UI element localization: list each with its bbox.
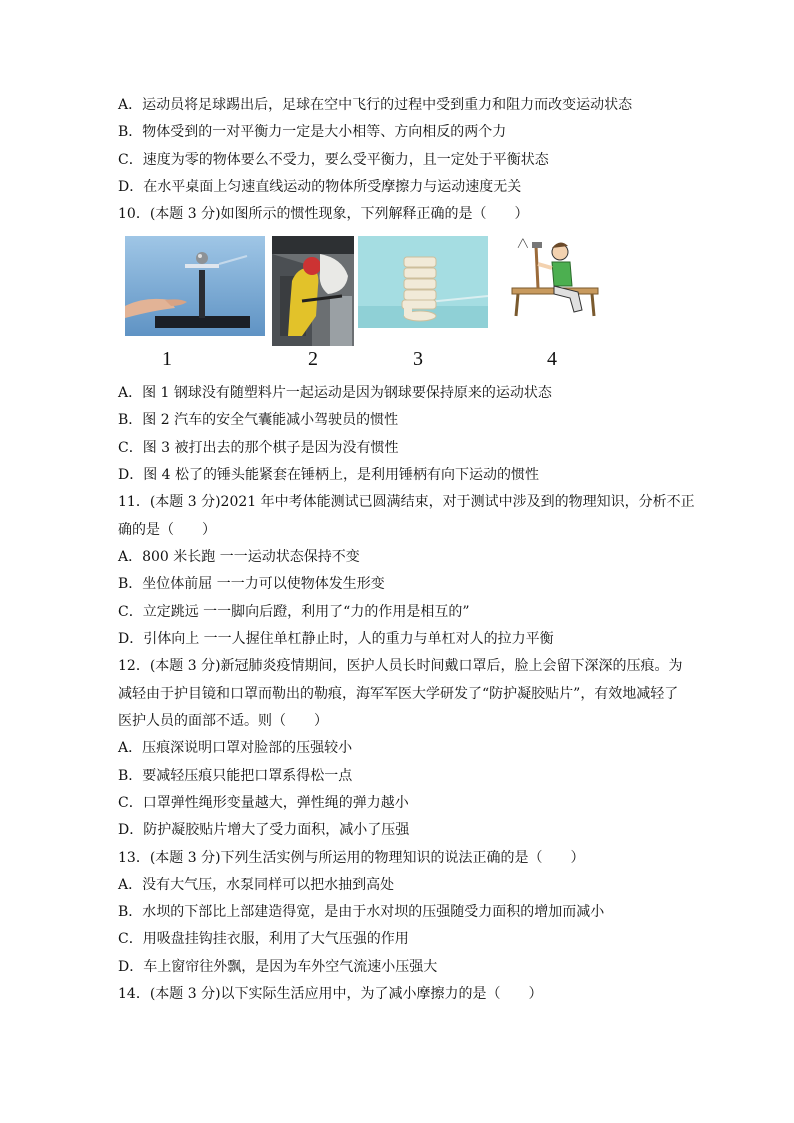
q11-option-a: A．800 米长跑 一一运动状态保持不变 (118, 549, 360, 565)
q12-option-d: D．防护凝胶贴片增大了受力面积，减小了压强 (118, 822, 410, 838)
figure-4-hammer-man (508, 236, 600, 346)
figure-label-2: 2 (308, 348, 318, 370)
q13-stem: 13．(本题 3 分)下列生活实例与所运用的物理知识的说法正确的是（ ） (118, 850, 585, 866)
figure-label-1: 1 (162, 348, 172, 370)
svg-text:╱╲: ╱╲ (518, 239, 528, 248)
q11-option-b: B．坐位体前屈 一一力可以使物体发生形变 (118, 576, 385, 592)
q9-option-a: A．运动员将足球踢出后，足球在空中飞行的过程中受到重力和阻力而改变运动状态 (118, 97, 633, 113)
q10-option-c: C．图 3 被打出去的那个棋子是因为没有惯性 (118, 440, 399, 456)
q13-option-b: B．水坝的下部比上部建造得宽，是由于水对坝的压强随受力面积的增加而减小 (118, 904, 605, 920)
q10-option-a: A．图 1 钢球没有随塑料片一起运动是因为钢球要保持原来的运动状态 (118, 385, 552, 401)
q12-option-c: C．口罩弹性绳形变量越大，弹性绳的弹力越小 (118, 795, 409, 811)
q12-stem-line2: 减轻由于护目镜和口罩而勒出的勒痕，海军军医大学研发了“防护凝胶贴片”，有效地减轻了 (118, 686, 679, 702)
figure-label-4: 4 (547, 348, 557, 370)
q14-stem: 14．(本题 3 分)以下实际生活应用中，为了减小摩擦力的是（ ） (118, 986, 543, 1002)
figure-3-checker-stack (358, 236, 488, 346)
figure-2-airbag (272, 236, 354, 346)
q9-option-c: C．速度为零的物体要么不受力，要么受平衡力，且一定处于平衡状态 (118, 152, 549, 168)
figure-1-steel-ball (125, 236, 265, 346)
q10-option-b: B．图 2 汽车的安全气囊能减小驾驶员的惯性 (118, 412, 399, 428)
q9-option-b: B．物体受到的一对平衡力一定是大小相等、方向相反的两个力 (118, 124, 507, 140)
q10-option-d: D．图 4 松了的锤头能紧套在锤柄上，是利用锤柄有向下运动的惯性 (118, 467, 540, 483)
q12-option-b: B．要减轻压痕只能把口罩系得松一点 (118, 768, 353, 784)
q11-stem-line1: 11．(本题 3 分)2021 年中考体能测试已圆满结束，对于测试中涉及到的物理知识，分析不正 (118, 494, 695, 510)
q11-option-d: D．引体向上 一一人握住单杠静止时，人的重力与单杠对人的拉力平衡 (118, 631, 554, 647)
q12-option-a: A．压痕深说明口罩对脸部的压强较小 (118, 740, 353, 756)
q10-stem: 10．(本题 3 分)如图所示的惯性现象，下列解释正确的是（ ） (118, 206, 529, 222)
q13-option-d: D．车上窗帘往外飘，是因为车外空气流速小压强大 (118, 959, 438, 975)
q13-option-a: A．没有大气压，水泵同样可以把水抽到高处 (118, 877, 395, 893)
q11-stem-line2: 确的是（ ） (118, 522, 216, 538)
q11-option-c: C．立定跳远 一一脚向后蹬，利用了“力的作用是相互的” (118, 604, 470, 620)
figure-label-3: 3 (413, 348, 423, 370)
q13-option-c: C．用吸盘挂钩挂衣服，利用了大气压强的作用 (118, 931, 409, 947)
q9-option-d: D．在水平桌面上匀速直线运动的物体所受摩擦力与运动速度无关 (118, 179, 522, 195)
q12-stem-line1: 12．(本题 3 分)新冠肺炎疫情期间，医护人员长时间戴口罩后，脸上会留下深深的压痕。为 (118, 658, 683, 674)
q12-stem-line3: 医护人员的面部不适。则（ ） (118, 713, 328, 729)
